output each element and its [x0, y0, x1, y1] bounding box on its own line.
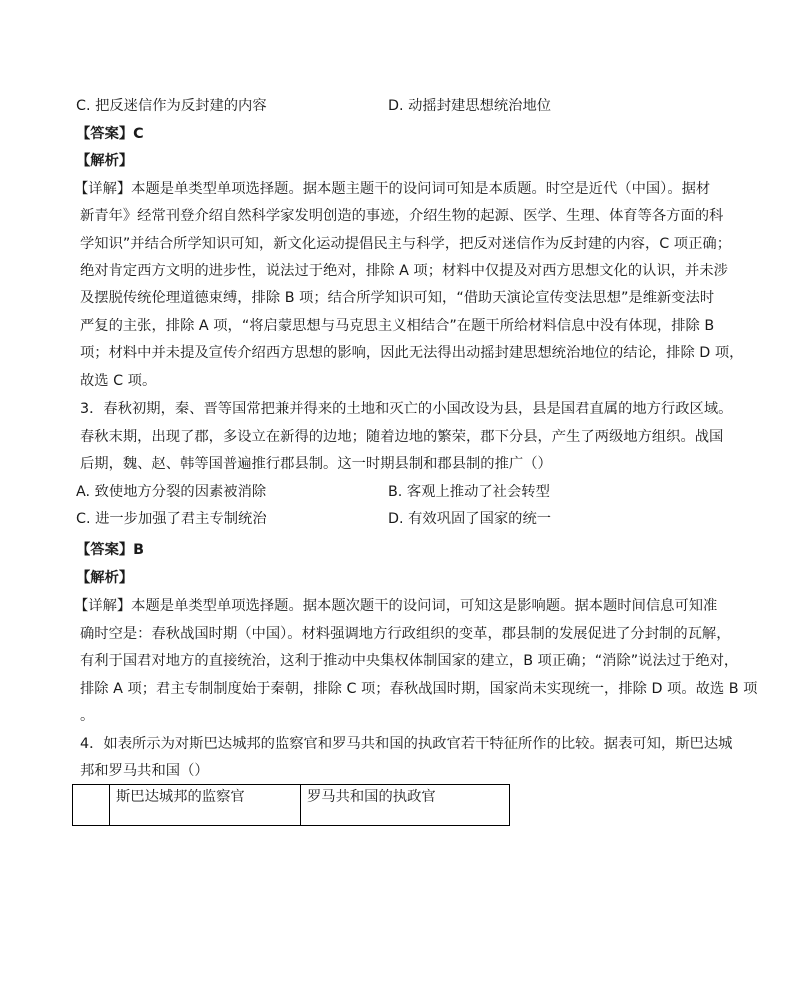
q3-option-c: C. 进一步加强了君主专制统治 [76, 511, 267, 527]
q2-analysis-line: 严复的主张，排除 A 项，“将启蒙思想与马克思主义相结合”在题干所给材料信息中没有体现，排除 B [80, 318, 715, 334]
comparison-table [72, 784, 510, 826]
table-header-cell [73, 785, 110, 826]
q3-analysis-line: 排除 A 项；君主专制制度始于秦朝，排除 C 项；春秋战国时期，国家尚未实现统一，排除 D 项。故选 B 项 [80, 681, 758, 697]
q2-analysis-line: 新青年》经常刊登介绍自然科学家发明创造的事迹，介绍生物的起源、医学、生理、体育等各方面的科 [80, 208, 724, 224]
q2-option-c: C. 把反迷信作为反封建的内容 [76, 98, 267, 114]
q2-analysis-line: 学知识”并结合所学知识可知，新文化运动提倡民主与科学，把反对迷信作为反封建的内容，C 项正确； [80, 236, 731, 252]
q3-option-b: B. 客观上推动了社会转型 [388, 484, 550, 500]
q3-analysis-line: 。 [80, 708, 95, 724]
q2-analysis-line: 项；材料中并未提及宣传介绍西方思想的影响，因此无法得出动摇封建思想统治地位的结论，排除 D 项， [80, 345, 744, 361]
q3-option-a: A. 致使地方分裂的因素被消除 [76, 484, 267, 500]
q2-answer: 【答案】C [76, 126, 144, 142]
q3-analysis-line: 【详解】本题是单类型单项选择题。据本题次题干的设问词，可知这是影响题。据本题时间信息可知准 [74, 598, 718, 614]
q2-option-d: D. 动摇封建思想统治地位 [388, 98, 552, 114]
q2-analysis-title: 【解析】 [76, 153, 134, 169]
table-row [73, 785, 510, 826]
q3-analysis-title: 【解析】 [76, 570, 134, 586]
q3-analysis-line: 确时空是：春秋战国时期（中国）。材料强调地方行政组织的变革，郡县制的发展促进了分封制的瓦解， [80, 626, 731, 642]
q2-analysis-line: 【详解】本题是单类型单项选择题。据本题主题干的设问词可知是本质题。时空是近代（中国）。据材 [74, 181, 711, 197]
q3-answer: 【答案】B [76, 542, 145, 558]
q3-stem-line: 后期，魏、赵、韩等国普遍推行郡县制。这一时期县制和郡县制的推广（） [80, 456, 552, 472]
q2-analysis-line: 绝对肯定西方文明的进步性，说法过于绝对，排除 A 项；材料中仅提及对西方思想文化的认识，并未涉 [80, 263, 728, 279]
q3-stem-line: 春秋末期，出现了郡，多设立在新得的边地；随着边地的繁荣，郡下分县，产生了两级地方组织。战国 [80, 429, 724, 445]
q2-analysis-line: 及摆脱传统伦理道德束缚，排除 B 项；结合所学知识可知，“借助天演论宣传变法思想”是维新变法时 [80, 290, 715, 306]
q4-stem-line: 邦和罗马共和国（） [80, 763, 209, 779]
q3-stem-line: 3．春秋初期，秦、晋等国常把兼并得来的土地和灭亡的小国改设为县，县是国君直属的地方行政区域。 [80, 401, 733, 417]
table-header-cell: 罗马共和国的执政官 [301, 785, 510, 826]
q4-stem-line: 4．如表所示为对斯巴达城邦的监察官和罗马共和国的执政官若干特征所作的比较。据表可知，斯巴达城 [80, 736, 733, 752]
table-header-cell: 斯巴达城邦的监察官 [110, 785, 301, 826]
q3-analysis-line: 有利于国君对地方的直接统治，这利于推动中央集权体制国家的建立，B 项正确；“消除”说法过于绝对， [80, 653, 739, 669]
q3-option-d: D. 有效巩固了国家的统一 [388, 511, 552, 527]
q2-analysis-line: 故选 C 项。 [80, 373, 157, 389]
